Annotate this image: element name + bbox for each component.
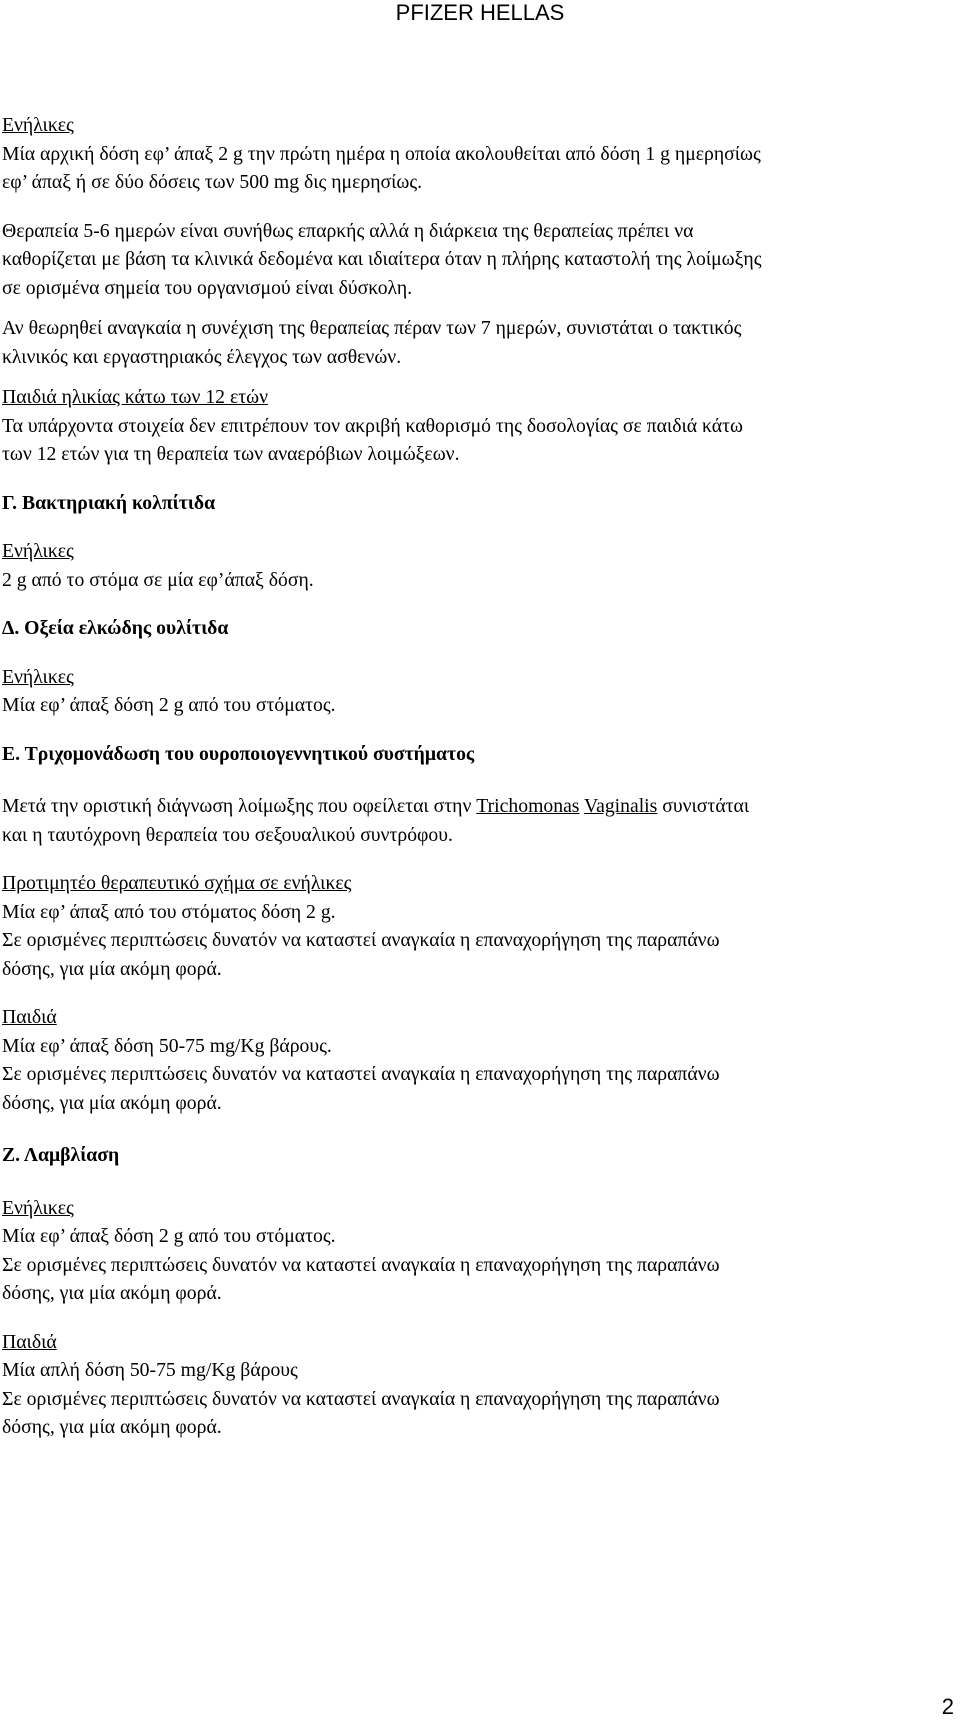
section-e-adults-repeat: δόσης, για μία ακόμη φορά. bbox=[2, 957, 222, 980]
children-under-12-label: Παιδιά ηλικίας κάτω των 12 ετών bbox=[2, 386, 268, 408]
spacer bbox=[2, 594, 917, 614]
section-e-children-dose: Μία εφ’ άπαξ δόση 50-75 mg/Kg βάρους. bbox=[2, 1034, 332, 1057]
section-e-intro-text: Μετά την οριστική διάγνωση λοίμωξης που οφείλεται στην bbox=[2, 795, 477, 817]
section-z-children-dose: Μία απλή δόση 50-75 mg/Kg βάρους bbox=[2, 1359, 298, 1381]
therapy-duration-line: καθορίζεται με βάση τα κλινικά δεδομένα και ιδιαίτερα όταν η πλήρης καταστολή της λοίμωξης bbox=[2, 248, 762, 270]
section-g-title: Γ. Βακτηριακή κολπίτιδα bbox=[2, 491, 216, 514]
continuation-line: κλινικός και εργαστηριακός έλεγχος των ασθενών. bbox=[2, 345, 402, 368]
section-z-adults-repeat: Σε ορισμένες περιπτώσεις δυνατόν να καταστεί αναγκαία η επαναχορήγηση της παραπάνω bbox=[2, 1253, 720, 1276]
section-e-adults-label: Προτιμητέο θεραπευτικό σχήμα σε ενήλικες bbox=[2, 872, 352, 894]
section-z-children-label: Παιδιά bbox=[2, 1330, 57, 1353]
spacer bbox=[2, 720, 917, 740]
adults-dose-line: εφ’ άπαξ ή σε δύο δόσεις των 500 mg δις ημερησίως. bbox=[2, 171, 423, 193]
section-z-adults-dose: Μία εφ’ άπαξ δόση 2 g από του στόματος. bbox=[2, 1225, 336, 1247]
children-under-12-line: των 12 ετών για τη θεραπεία των αναερόβιων λοιμώξεων. bbox=[2, 443, 460, 465]
spacer bbox=[2, 302, 917, 314]
spacer bbox=[2, 1117, 917, 1141]
adults-label: Ενήλικες bbox=[2, 114, 74, 136]
section-e-children-label: Παιδιά bbox=[2, 1006, 57, 1028]
section-z-children-repeat: δόσης, για μία ακόμη φορά. bbox=[2, 1416, 222, 1438]
spacer bbox=[2, 849, 917, 869]
spacer bbox=[2, 197, 917, 217]
therapy-duration-line: Θεραπεία 5-6 ημερών είναι συνήθως επαρκής αλλά η διάρκεια της θεραπείας πρέπει να bbox=[2, 219, 694, 242]
section-e-title: Ε. Τριχομονάδωση του ουροποιογεννητικού συστήματος bbox=[2, 742, 475, 765]
spacer bbox=[2, 983, 917, 1003]
spacer bbox=[2, 1170, 917, 1194]
spacer bbox=[2, 643, 917, 663]
adults-dose-line: Μία αρχική δόση εφ’ άπαξ 2 g την πρώτη ημέρα η οποία ακολουθείται από δόση 1 g ημερησίως bbox=[2, 142, 761, 165]
section-g-adults-dose: 2 g από το στόμα σε μία εφ’άπαξ δόση. bbox=[2, 568, 314, 591]
section-z-title: Ζ. Λαμβλίαση bbox=[2, 1144, 120, 1166]
section-e-adults-dose: Μία εφ’ άπαξ από του στόματος δόση 2 g. bbox=[2, 900, 336, 923]
page-number: 2 bbox=[941, 1694, 954, 1719]
spacer bbox=[2, 517, 917, 537]
section-e-intro-text: συνιστάται bbox=[657, 795, 750, 817]
section-e-children-repeat: δόσης, για μία ακόμη φορά. bbox=[2, 1091, 222, 1114]
section-e-adults-repeat: Σε ορισμένες περιπτώσεις δυνατόν να καταστεί αναγκαία η επαναχορήγηση της παραπάνω bbox=[2, 929, 720, 951]
section-d-adults-label: Ενήλικες bbox=[2, 665, 74, 688]
section-e-children-repeat: Σε ορισμένες περιπτώσεις δυνατόν να καταστεί αναγκαία η επαναχορήγηση της παραπάνω bbox=[2, 1063, 720, 1085]
spacer bbox=[2, 1308, 917, 1328]
section-g-adults-label: Ενήλικες bbox=[2, 540, 74, 562]
vaginalis-term: Vaginalis bbox=[584, 795, 658, 817]
section-z-adults-label: Ενήλικες bbox=[2, 1196, 74, 1219]
document-body bbox=[2, 111, 917, 1442]
continuation-line: Αν θεωρηθεί αναγκαία η συνέχιση της θεραπείας πέραν των 7 ημερών, συνιστάται ο τακτικός bbox=[2, 317, 742, 339]
spacer bbox=[2, 768, 917, 792]
spacer bbox=[2, 469, 917, 489]
page-header: PFIZER HELLAS bbox=[395, 0, 565, 25]
children-under-12-line: Τα υπάρχοντα στοιχεία δεν επιτρέπουν τον ακριβή καθορισμό της δοσολογίας σε παιδιά κάτω bbox=[2, 414, 743, 437]
section-d-title: Δ. Οξεία ελκώδης ουλίτιδα bbox=[2, 617, 229, 639]
therapy-duration-line: σε ορισμένα σημεία του οργανισμού είναι δύσκολη. bbox=[2, 276, 413, 299]
section-e-intro-line: και η ταυτόχρονη θεραπεία του σεξουαλικού συντρόφου. bbox=[2, 823, 453, 846]
section-z-adults-repeat: δόσης, για μία ακόμη φορά. bbox=[2, 1282, 222, 1304]
trichomonas-term: Trichomonas bbox=[476, 795, 580, 817]
section-z-children-repeat: Σε ορισμένες περιπτώσεις δυνατόν να καταστεί αναγκαία η επαναχορήγηση της παραπάνω bbox=[2, 1387, 720, 1410]
section-e-intro-line bbox=[2, 792, 917, 821]
spacer bbox=[2, 371, 917, 383]
section-d-adults-dose: Μία εφ’ άπαξ δόση 2 g από του στόματος. bbox=[2, 694, 336, 716]
